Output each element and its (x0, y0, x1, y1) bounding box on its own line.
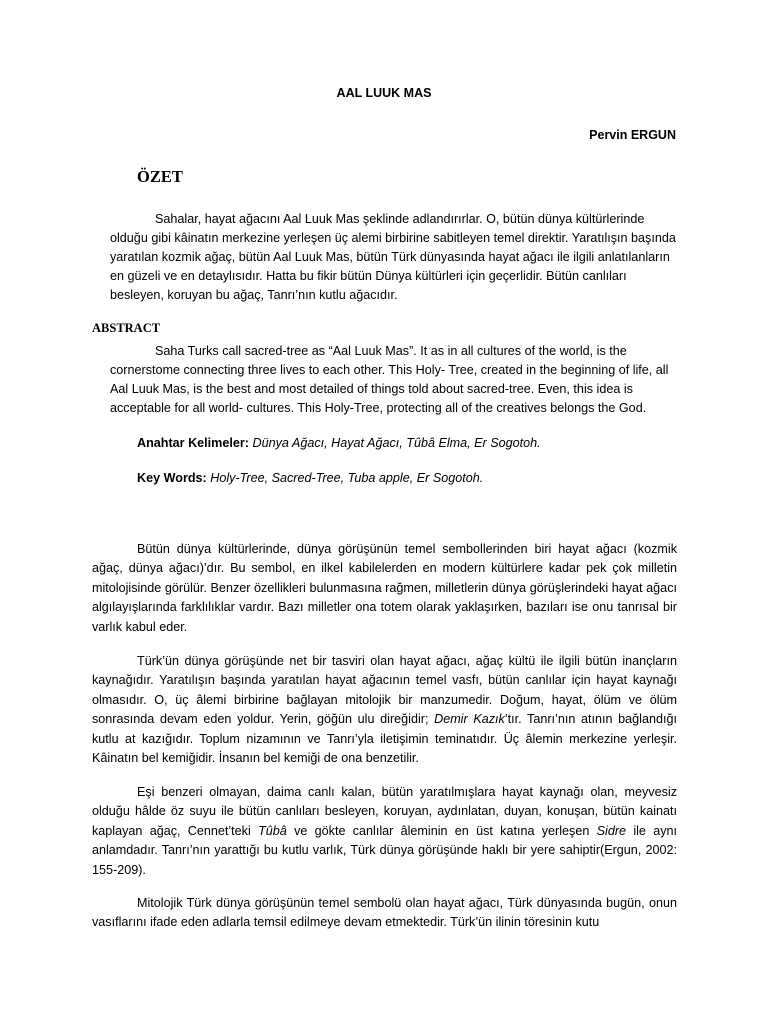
body-paragraph-2 (92, 652, 677, 768)
abstract-heading: ABSTRACT (92, 321, 161, 335)
keywords-turkish (137, 436, 541, 450)
body-p1-text: Bütün dünya kültürlerinde, dünya görüşünün temel sembollerinden biri hayat ağacı (kozmik ağaç, dünya ağacı)’dır. Bu sembol, en ilkel kabilelerden en modern kültürlere kadar pek çok milletin mitolojisinde görülür. Benzer özellikleri bulunmasına rağmen, milletlerin dünya görüşlerindeki hayat ağacı algılayışlarında farklılıklar vardır. Bazı milletler ona totem olarak yaklaşırken, bazıları ise onu tanrısal bir varlık kabul eder. (92, 542, 677, 634)
body-paragraph-1 (92, 540, 677, 637)
body-paragraph-3 (92, 783, 677, 880)
abstract-paragraph (110, 342, 680, 418)
ozet-heading: ÖZET (137, 167, 183, 186)
body-p3-text-a: Eşi benzeri olmayan, daima canlı kalan, bütün yaratılmışlara hayat kaynağı olan, meyvesiz olduğu hâlde öz suyu ile bütün canlıları besleyen, koruyan, aydınlatan, duyan, konuşan, bütün kainatı kaplayan ağaç, Cennet’teki (92, 785, 677, 838)
body-p2-emphasis: Demir Kazık (434, 712, 505, 727)
author-name: Pervin ERGUN (589, 128, 676, 142)
body-paragraph-4 (92, 894, 677, 933)
ozet-paragraph (110, 210, 680, 305)
abstract-text: Saha Turks call sacred-tree as “Aal Luuk Mas”. It as in all cultures of the world, is the cornerstome connecting three lives to each other. This Holy- Tree, created in the beginning of life, all Aal Luuk Mas, is the best and most detailed of things told about sacred-tree. Even, this idea is acceptable for all world- cultures. This Holy-Tree, protecting all of the creatives belongs the God. (110, 344, 669, 415)
body-p3-emphasis-2: Sidre (596, 823, 627, 838)
keywords-english (137, 471, 483, 485)
article-title: AAL LUUK MAS (336, 86, 432, 100)
keywords-tr-value: Dünya Ağacı, Hayat Ağacı, Tûbâ Elma, Er Sogotoh. (252, 436, 541, 450)
body-p3-emphasis-1: Tûbâ (258, 823, 287, 838)
ozet-text: Sahalar, hayat ağacını Aal Luuk Mas şeklinde adlandırırlar. O, bütün dünya kültürlerinde olduğu gibi kâinatın merkezine yerleşen üç alemi birbirine sabitleyen temel direktir. Yaratılışın başında yaratılan kozmik ağaç, bütün Aal Luuk Mas, bütün Türk dünyasında hayat ağacı ile ilgili anlatılanların en güzeli ve en detaylısıdır. Hatta bu fikir bütün Dünya kültürleri için geçerlidir. Bütün canlıları besleyen, koruyan bu ağaç, Tanrı’nın kutlu ağacıdır. (110, 212, 676, 302)
body-p4-text: Mitolojik Türk dünya görüşünün temel sembolü olan hayat ağacı, Türk dünyasında bugün, onun vasıflarını ifade eden adlarla temsil edilmeye devam etmektedir. Türk’ün ilinin töresinin kutu (92, 896, 677, 930)
keywords-tr-label: Anahtar Kelimeler: (137, 436, 249, 450)
body-p3-text-b: ve gökte canlılar âleminin en üst katına yerleşen (294, 823, 590, 838)
keywords-en-value: Holy-Tree, Sacred-Tree, Tuba apple, Er Sogotoh. (210, 471, 484, 485)
body-p2-text-a: Türk’ün dünya görüşünde net bir tasviri olan hayat ağacı, ağaç kültü ile ilgili bütün inançların kaynağıdır. Yaratılışın başında yaratılan hayat ağacının temel vasfı, bütün canlılar için hayat kaynağı olmasıdır. O, üç âlemi birbirine bağlayan mitolojik bir manzumedir. Doğum, hayat, ölüm ve ölüm sonrasında devam eden yoldur. Yerin, göğün ulu direğidir; (92, 654, 677, 727)
body-p2-text-b: ’tır. Tanrı’nın atının bağlandığı kutlu at kazığıdır. Toplum nizamının ve Tanrı’yla iletişimin teminatıdır. Üç âlemin merkezine yerleşir. Kâinatın bel kemiğidir. İnsanın bel kemiği de ona benzetilir. (92, 712, 677, 766)
body-p3-text-c: ile aynı anlamdadır. Tanrı’nın yarattığı bu kutlu varlık, Türk dünya görüşünde haklı bir yere sahiptir(Ergun, 2002: 155-209). (92, 823, 678, 877)
keywords-en-label: Key Words: (137, 471, 207, 485)
